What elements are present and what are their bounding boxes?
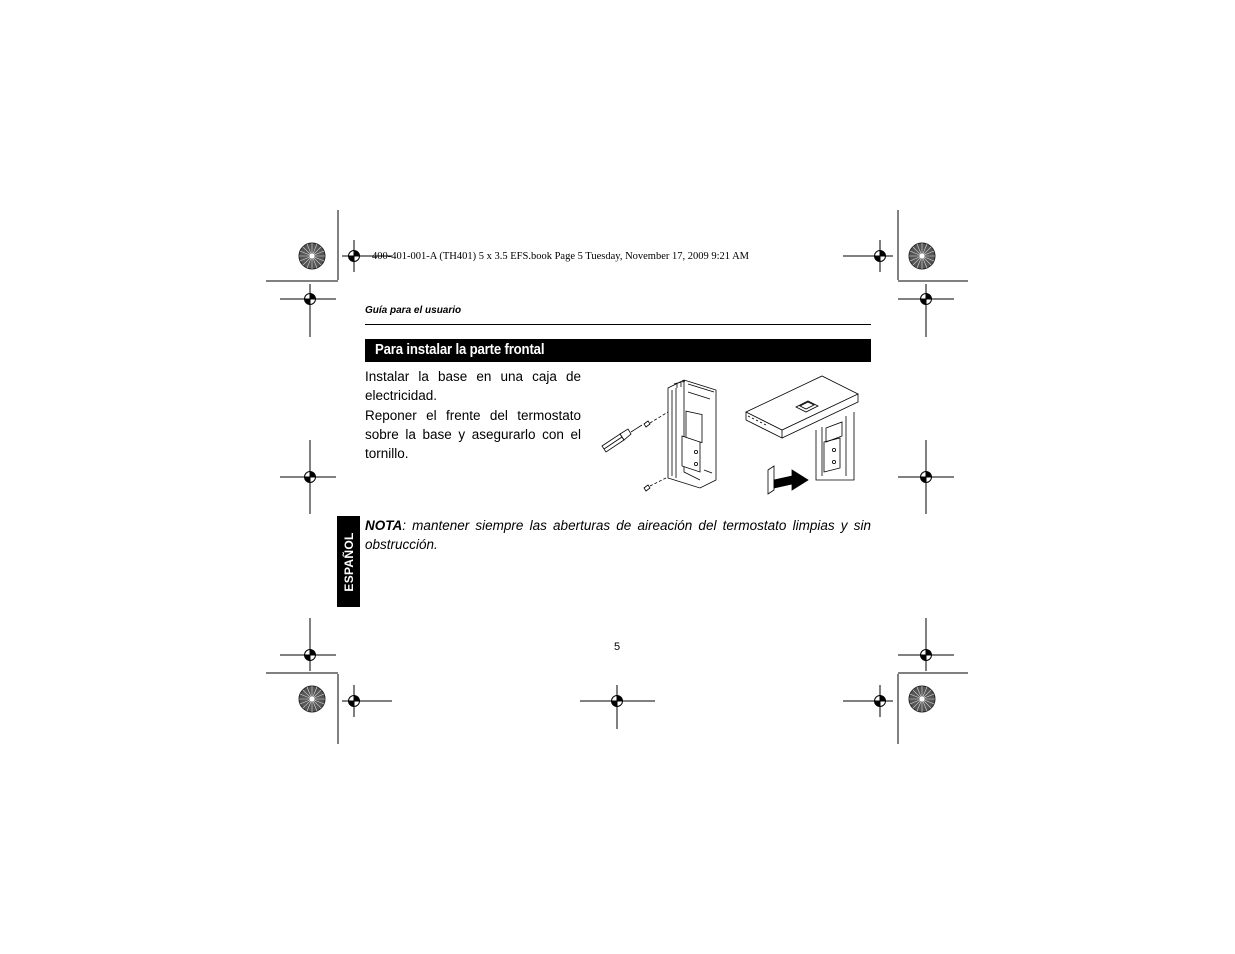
- note-paragraph: [365, 516, 871, 554]
- language-tab: [337, 516, 360, 607]
- note-label: NOTA: [365, 518, 403, 533]
- instruction-paragraph-1: Instalar la base en una caja de electricidad.: [365, 369, 581, 403]
- note-text: : mantener siempre las aberturas de aireación del termostato limpias y sin obstrucción.: [365, 518, 871, 552]
- installation-illustration: [596, 372, 866, 497]
- language-tab-label: ESPAÑOL: [341, 531, 356, 592]
- page-number: 5: [613, 641, 621, 653]
- screwdriver-icon: [602, 425, 642, 452]
- section-header-bar: [365, 339, 871, 362]
- instruction-paragraph-2: Reponer el frente del termostato sobre la base y asegurarlo con el tornillo.: [365, 408, 581, 461]
- thermostat-base-left: [668, 380, 716, 488]
- section-title: Para instalar la parte frontal: [375, 341, 545, 358]
- header-rule: [365, 324, 871, 325]
- thermostat-front-right: [746, 376, 858, 480]
- arrow-icon: [768, 466, 808, 494]
- book-info-line: 400-401-001-A (TH401) 5 x 3.5 EFS.book Page 5 Tuesday, November 17, 2009 9:21 AM: [372, 251, 750, 262]
- running-head: Guía para el usuario: [365, 305, 462, 316]
